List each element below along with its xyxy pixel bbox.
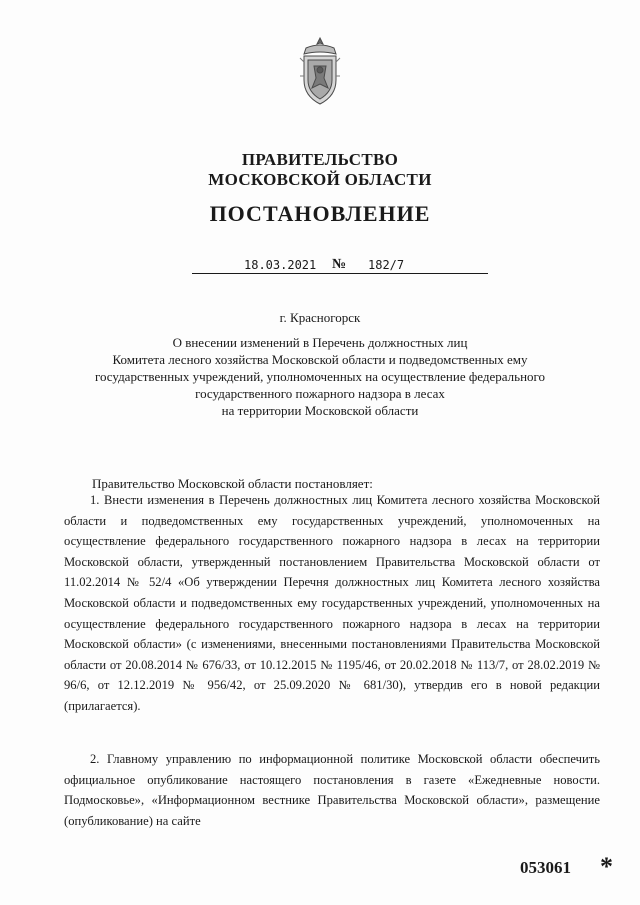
subject-line: на территории Московской области [221, 403, 419, 418]
form-serial-number: 053061 [520, 858, 571, 877]
footer-asterisk: * [600, 852, 613, 881]
subject-line: О внесении изменений в Перечень должностных лиц [172, 335, 468, 350]
document-subject [60, 334, 580, 419]
body-paragraph-1: 1. Внести изменения в Перечень должностных лиц Комитета лесного хозяйства Московской области и подведомственных ему государственных учреждений, уполномоченных на осуществление федерального государственного пожарного надзора в лесах на территории Московской области, утвержденный постановлением Правительства Московской области от 11.02.2014 № 52/4 «Об утверждении Перечня должностных лиц Комитета лесного хозяйства Московской области и подведомственных ему государственных учреждений, уполномоченных на осуществление федерального государственного пожарного надзора в лесах на территории Московской области» (с изменениями, внесенными постановлениями Правительства Московской области от 20.08.2014 № 676/33, от 10.12.2015 № 1195/46, от 20.02.2018 № 113/7, от 28.02.2019 № 96/6, от 12.12.2019 № 956/42, от 25.09.2020 № 681/30), утвердив его в новой редакции (прилагается). [64, 493, 600, 713]
registration-number: 182/7 [368, 258, 405, 272]
body-paragraph-2: 2. Главному управлению по информационной политике Московской области обеспечить официальное опубликование настоящего постановления в газете «Ежедневные новости. Подмосковье», «Информационном вестнике Правительства Московской области», размещение (опубликование) на сайте [64, 752, 600, 828]
number-sign: № [332, 257, 347, 272]
registration-line [192, 258, 488, 276]
subject-line: государственных учреждений, уполномоченных на осуществление федерального [94, 369, 546, 384]
subject-line: государственного пожарного надзора в лесах [195, 386, 445, 401]
city-of-issue: г. Красногорск [279, 310, 361, 325]
document-type-title: ПОСТАНОВЛЕНИЕ [209, 201, 431, 226]
registration-underline [192, 273, 488, 274]
organization-name-line1: ПРАВИТЕЛЬСТВО [241, 150, 399, 169]
registration-date: 18.03.2021 [244, 258, 317, 272]
resolution-intro: Правительство Московской области постановляет: [92, 476, 373, 491]
subject-line: Комитета лесного хозяйства Московской области и подведомственных ему [112, 352, 528, 367]
organization-name-line2: МОСКОВСКОЙ ОБЛАСТИ [208, 170, 432, 189]
coat-of-arms-emblem [296, 36, 344, 108]
